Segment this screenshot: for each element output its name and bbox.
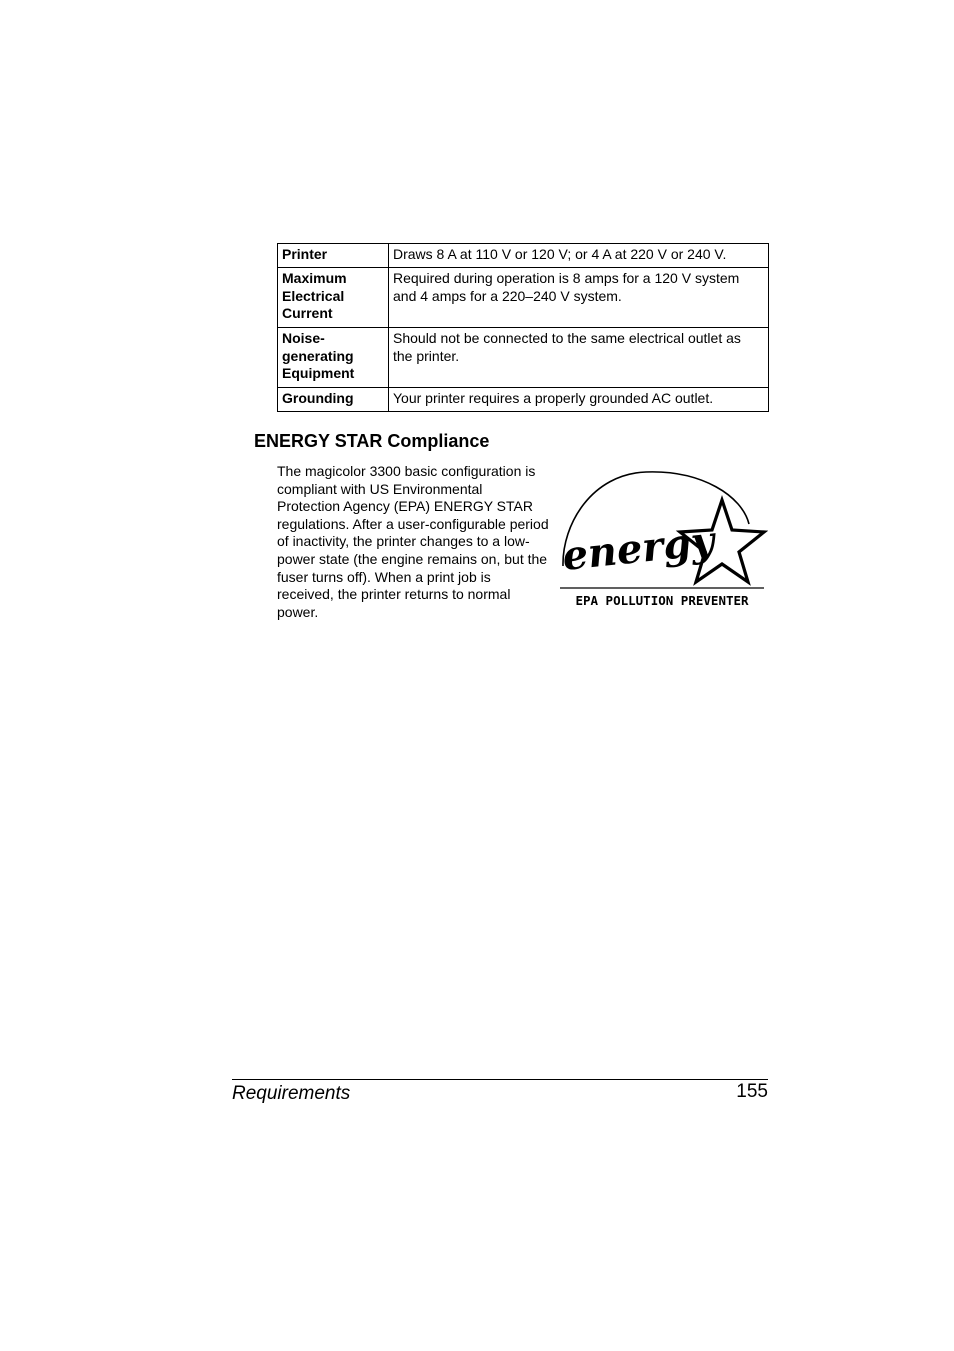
- row-label: Grounding: [278, 388, 389, 412]
- page-number: 155: [736, 1081, 768, 1102]
- footer-section-title: Requirements: [232, 1083, 351, 1104]
- table-row: [278, 388, 769, 412]
- energy-star-logo-icon: [556, 466, 768, 610]
- row-value: Required during operation is 8 amps for a 120 V system and 4 amps for a 220–240 V system.: [389, 268, 769, 328]
- row-value: Draws 8 A at 110 V or 120 V; or 4 A at 220 V or 240 V.: [389, 244, 769, 268]
- section-heading: ENERGY STAR Compliance: [254, 431, 490, 451]
- logo-wordmark: energy: [560, 517, 717, 580]
- table-row: [278, 244, 769, 268]
- row-value: Should not be connected to the same electrical outlet as the printer.: [389, 328, 769, 388]
- row-label: Printer: [278, 244, 389, 268]
- footer-rule: [232, 1079, 768, 1080]
- row-value: Your printer requires a properly grounded AC outlet.: [389, 388, 769, 412]
- energy-star-paragraph: The magicolor 3300 basic configuration is compliant with US Environmental Protection Agency (EPA) ENERGY STAR regulations. After a user-configurable period of inactivity, the printer changes to a low-power state (the engine remains on, but the fuser turns off). When a print job is received, the printer returns to normal power.: [277, 463, 549, 620]
- table-row: [278, 328, 769, 388]
- row-label: Noise-generating Equipment: [278, 328, 389, 388]
- requirements-table: [277, 243, 769, 412]
- table-row: [278, 268, 769, 328]
- row-label: Maximum Electrical Current: [278, 268, 389, 328]
- logo-caption: EPA POLLUTION PREVENTER: [575, 593, 749, 608]
